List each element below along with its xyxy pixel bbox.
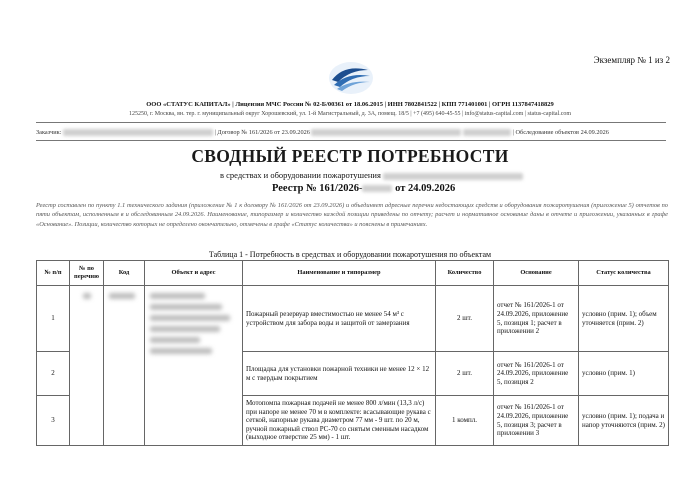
col-qty: Количество: [436, 261, 494, 286]
item-qty: 1 компл.: [436, 396, 494, 446]
table-header-row: [37, 261, 669, 286]
table-row: [37, 286, 669, 352]
item-basis: отчет № 161/2026-1 от 24.09.2026, приложение 5, позиция 3; расчет в приложении 3: [494, 396, 579, 446]
col-object: Объект и адрес: [145, 261, 243, 286]
meta-line: [36, 129, 666, 136]
survey-ref: | Обследование объектов 24.09.2026: [512, 129, 609, 136]
redacted-register-suffix: [362, 185, 392, 192]
item-status: условно (прим. 1): [579, 352, 669, 396]
col-basis: Основание: [494, 261, 579, 286]
table-caption: Таблица 1 - Потребность в средствах и оборудовании пожаротушения по объектам: [208, 250, 492, 259]
item-name: Мотопомпа пожарная подачей не менее 800 л/мин (13,3 л/с) при напоре не менее 70 м в комплекте: всасывающие рукава с сеткой, напорные рукава диаметром 77 мм - 9 шт. по 20 м, ручной пожарный ствол РС-70 со снятым сменным насадком (выходное отверстие 25 мм) - 1 шт.: [243, 396, 436, 446]
register-number: [272, 183, 455, 194]
copy-number: Экземпляр № 1 из 2: [593, 55, 670, 65]
item-qty: 2 шт.: [436, 352, 494, 396]
item-status: условно (прим. 1); подача и напор уточняются (прим. 2): [579, 396, 669, 446]
col-list-num: № по перечню: [70, 261, 104, 286]
item-name: Пожарный резервуар вместимостью не менее 54 м³ с устройством для забора воды и защитой от замерзания: [243, 286, 436, 352]
company-details: ООО «СТАТУС КАПИТАЛ» | Лицензия МЧС России № 02-Б/00361 от 18.06.2015 | ИНН 7802841522 | КПП 771401001 | ОГРН 1137847418829: [146, 101, 554, 108]
company-address: 125250, г. Москва, вн. тер. г. муниципальный округ Хорошевский, ул. 1-й Магистральный, д. 3А, помещ. 18/5 | +7 (495) 640-45-55 | info@status-capital.com | status-capital.com: [128, 111, 572, 117]
redacted-code: [104, 286, 145, 446]
col-status: Статус количества: [579, 261, 669, 286]
register-date: от 24.09.2026: [395, 183, 456, 194]
redacted-email: [463, 129, 511, 136]
redacted-object-address: [145, 286, 243, 446]
col-name: Наименование и типоразмер: [243, 261, 436, 286]
register-label: Реестр № 161/2026-: [272, 183, 363, 194]
page-title: СВОДНЫЙ РЕЕСТР ПОТРЕБНОСТИ: [191, 146, 509, 166]
subtitle: в средствах и оборудовании пожаротушения: [220, 170, 523, 180]
row-num: 1: [37, 286, 70, 352]
item-status: условно (прим. 1); объем уточняется (прим. 2): [579, 286, 669, 352]
contract-ref: | Договор № 161/2026 от 23.09.2026: [214, 129, 310, 136]
header-divider: [36, 122, 666, 123]
item-basis: отчет № 161/2026-1 от 24.09.2026, приложение 5, позиция 2: [494, 352, 579, 396]
row-num: 2: [37, 352, 70, 396]
item-basis: отчет № 161/2026-1 от 24.09.2026, приложение 5, позиция 1; расчет в приложении 2: [494, 286, 579, 352]
customer-label: Заказчик:: [36, 129, 62, 136]
col-code: Код: [104, 261, 145, 286]
redacted-subtitle: [383, 173, 523, 180]
redacted-location: [311, 129, 461, 136]
col-num: № п/п: [37, 261, 70, 286]
intro-paragraph: Реестр составлен по пункту 1.1 технического задания (приложение № 1 к договору № 161/2026 от 23.09.2026) и объединяет адресные перечни недостающих средств и оборудования пожаротушения (приложение 5) отчетов по пяти объектам, исполненным в и обследованным 24.09.2026. Наименование, типоразмер и количество каждой позиции приведены по отчету; расчет и нормативное основание даны в отчете и приложении, указанных в графе «Основание». Позиции, количество которых не определено окончательно, отмечены в графе «Статус количества» и пояснены в примечаниях.: [36, 202, 668, 228]
needs-table: [36, 260, 669, 446]
company-logo: [328, 60, 374, 96]
meta-divider: [36, 140, 666, 141]
redacted-customer: [63, 129, 213, 136]
row-num: 3: [37, 396, 70, 446]
item-qty: 2 шт.: [436, 286, 494, 352]
redacted-list-num: [70, 286, 104, 446]
item-name: Площадка для установки пожарной техники не менее 12 × 12 м с твердым покрытием: [243, 352, 436, 396]
